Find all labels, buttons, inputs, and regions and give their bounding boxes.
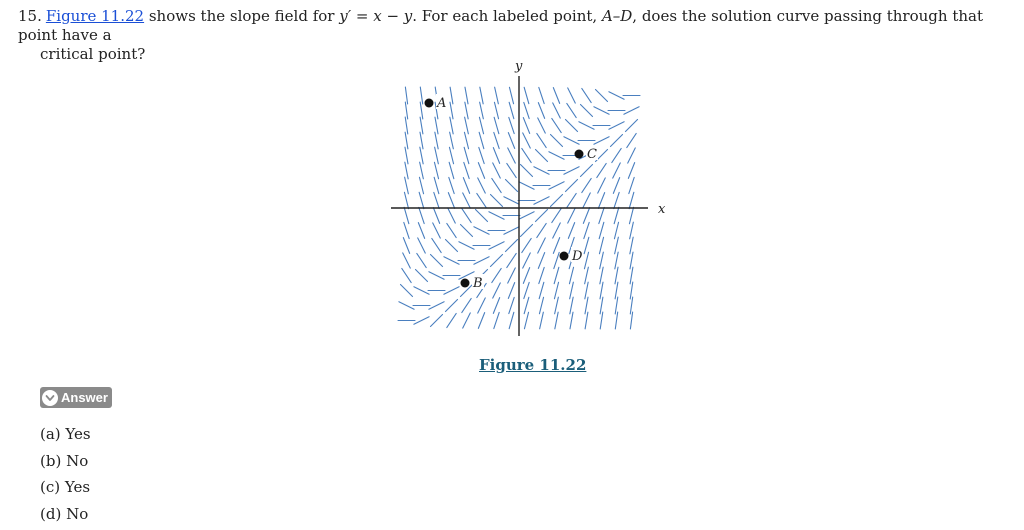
- slope-segment: [624, 107, 639, 115]
- slope-segment: [479, 117, 483, 134]
- slope-segment: [630, 312, 632, 329]
- slope-segment: [509, 297, 514, 313]
- slope-segment: [509, 87, 513, 104]
- slope-segment: [524, 312, 528, 329]
- slope-segment: [553, 88, 559, 104]
- slope-segment: [430, 314, 442, 326]
- slope-segment: [507, 253, 516, 267]
- slope-segment: [492, 268, 501, 282]
- slope-segment: [522, 148, 531, 162]
- slope-segment: [538, 238, 546, 253]
- slope-segment: [630, 297, 632, 314]
- slope-segment: [552, 208, 561, 222]
- slope-segment: [598, 178, 606, 193]
- slope-segment: [594, 107, 609, 115]
- slope-segment: [508, 148, 516, 163]
- slope-segment: [628, 148, 636, 163]
- slope-segment: [519, 212, 534, 220]
- slope-segment: [585, 282, 588, 299]
- slope-segment: [628, 163, 634, 179]
- slope-segment: [404, 192, 408, 209]
- slope-segment: [549, 152, 564, 160]
- slope-segment: [474, 257, 489, 265]
- slope-segment: [464, 132, 468, 149]
- slope-segment: [420, 147, 423, 164]
- slope-segment: [507, 163, 516, 177]
- slope-segment: [519, 182, 534, 190]
- slope-segment: [448, 208, 456, 223]
- slope-segment: [508, 133, 514, 149]
- slope-segment: [430, 254, 442, 266]
- slope-segment: [429, 302, 444, 310]
- slope-segment: [585, 267, 589, 284]
- slope-segment: [583, 193, 591, 208]
- slope-segment: [599, 237, 603, 254]
- slope-segment: [585, 312, 588, 329]
- slope-segment: [494, 117, 499, 133]
- slope-segment: [450, 132, 454, 149]
- slope-segment: [594, 137, 609, 145]
- slope-segment: [615, 312, 617, 329]
- slope-segment: [404, 222, 409, 238]
- slope-segment: [524, 87, 529, 103]
- slope-segment: [580, 164, 592, 176]
- slope-segment: [600, 297, 603, 314]
- slope-segment: [554, 267, 559, 283]
- figure-link[interactable]: Figure 11.22: [45, 7, 145, 25]
- slope-segment: [609, 92, 624, 100]
- slope-segment: [447, 223, 456, 237]
- slope-segment: [478, 313, 484, 329]
- slope-segment: [508, 283, 514, 299]
- slope-segment: [402, 268, 411, 282]
- slope-segment: [404, 207, 409, 223]
- slope-segment: [405, 132, 408, 149]
- slope-segment: [432, 238, 441, 252]
- slope-segment: [614, 207, 619, 223]
- slope-segment: [629, 192, 634, 208]
- slope-segment: [550, 194, 562, 206]
- slope-segment: [433, 208, 439, 224]
- slope-segment: [553, 223, 561, 238]
- slope-segment: [565, 179, 577, 191]
- slope-segment: [449, 147, 453, 164]
- slope-segment: [568, 223, 574, 239]
- slope-segment: [450, 117, 453, 134]
- slope-segment: [418, 238, 426, 253]
- slope-segment: [505, 239, 517, 251]
- slope-segment: [537, 223, 546, 237]
- slope-segment: [479, 132, 484, 148]
- equation: y′ = x − y: [339, 7, 413, 25]
- answer-item-b: (b) No: [40, 451, 89, 470]
- point-c: [575, 150, 584, 159]
- slope-segment: [464, 162, 469, 178]
- slope-segment: [538, 253, 544, 269]
- slope-segment: [553, 238, 559, 254]
- slope-segment: [520, 224, 532, 236]
- slope-segment: [630, 267, 633, 284]
- slope-segment: [444, 287, 459, 295]
- slope-segment: [523, 133, 531, 148]
- slope-segment: [582, 178, 591, 192]
- slope-segment: [524, 297, 529, 313]
- slope-segment: [567, 103, 576, 117]
- slope-segment: [535, 149, 547, 161]
- slope-segment: [570, 297, 573, 314]
- slope-segment: [463, 193, 471, 208]
- slope-segment: [494, 312, 499, 328]
- slope-segment: [405, 147, 408, 164]
- slope-segment: [615, 252, 618, 269]
- slope-segment: [493, 283, 501, 298]
- points-range: A–D: [601, 7, 633, 25]
- slope-segment: [630, 222, 634, 239]
- slope-segment: [509, 312, 514, 328]
- slope-segment: [405, 162, 408, 179]
- slope-segment: [552, 118, 561, 132]
- chevron-down-icon: [42, 390, 58, 406]
- slope-segment: [490, 254, 502, 266]
- slope-segment: [539, 297, 543, 314]
- slope-segment: [568, 208, 576, 223]
- point-label-a: A: [437, 96, 447, 111]
- slope-segment: [534, 167, 549, 175]
- slope-segment: [464, 147, 469, 163]
- slope-segment: [435, 147, 439, 164]
- slope-segment: [479, 147, 484, 163]
- slope-segment: [614, 222, 618, 239]
- point-label-c: C: [587, 147, 597, 162]
- slope-segment: [584, 252, 588, 269]
- slope-segment: [399, 302, 414, 310]
- question-text-part3: , does the solution curve passing through that point have a: [18, 7, 983, 44]
- slope-segment: [505, 179, 517, 191]
- slope-segment: [494, 132, 499, 148]
- slope-segment: [403, 253, 411, 268]
- slope-segment: [493, 148, 499, 164]
- slope-segment: [555, 297, 559, 314]
- slope-segment: [465, 87, 468, 104]
- slope-segment: [612, 148, 621, 162]
- slope-segment: [540, 312, 544, 329]
- slope-segment: [414, 287, 429, 295]
- slope-segment: [600, 312, 603, 329]
- slope-segment: [435, 132, 438, 149]
- slope-segment: [504, 227, 519, 235]
- answer-toggle-button[interactable]: [40, 387, 112, 408]
- slope-segment: [449, 177, 454, 193]
- slope-segment: [494, 102, 498, 119]
- slope-segment: [434, 162, 438, 179]
- slope-segment: [538, 118, 546, 133]
- slope-segment: [419, 207, 424, 223]
- slope-segment: [462, 208, 471, 222]
- slope-segment: [478, 298, 486, 313]
- slope-segment: [554, 282, 558, 299]
- slope-segment: [493, 298, 499, 314]
- slope-segment: [615, 282, 618, 299]
- slope-segment: [595, 89, 607, 101]
- slope-segment: [465, 102, 468, 119]
- slope-segment: [477, 193, 486, 207]
- slope-segment: [462, 298, 471, 312]
- slope-segment: [400, 284, 412, 296]
- slope-segment: [495, 87, 499, 104]
- slope-segment: [614, 192, 619, 208]
- slope-segment: [419, 177, 423, 194]
- slope-segment: [475, 209, 487, 221]
- point-a: [425, 99, 434, 108]
- slope-segment: [520, 164, 532, 176]
- slope-segment: [478, 163, 484, 179]
- slope-segment: [444, 257, 459, 265]
- slope-segment: [600, 282, 603, 299]
- slope-segment: [414, 317, 429, 325]
- slope-segment: [537, 133, 546, 147]
- slope-segment: [535, 209, 547, 221]
- slope-segment: [463, 178, 469, 194]
- slope-segment: [584, 222, 589, 238]
- slope-segment: [585, 297, 588, 314]
- slope-segment: [449, 162, 454, 178]
- slope-segment: [539, 267, 544, 283]
- slope-segment: [570, 282, 574, 299]
- slope-segment: [490, 194, 502, 206]
- slope-segment: [599, 207, 604, 223]
- slope-segment: [405, 177, 409, 194]
- slope-field-plot: [386, 56, 676, 346]
- slope-segment: [419, 192, 424, 208]
- slope-segment: [629, 207, 633, 224]
- slope-segment: [418, 223, 424, 239]
- slope-segment: [549, 182, 564, 190]
- slope-segment: [450, 102, 453, 119]
- slope-segment: [493, 163, 501, 178]
- slope-segment: [445, 299, 457, 311]
- slope-segment: [492, 178, 501, 192]
- question-text-part2: . For each labeled point,: [412, 7, 602, 25]
- answer-list: [40, 421, 91, 527]
- question-number: 15.: [18, 7, 42, 25]
- slope-segment: [524, 102, 529, 118]
- slope-segment: [564, 137, 579, 145]
- slope-segment: [448, 193, 454, 209]
- slope-segment: [489, 242, 504, 250]
- y-axis-label: y: [515, 59, 523, 74]
- slope-segment: [584, 237, 589, 253]
- slope-segment: [474, 227, 489, 235]
- slope-segment: [445, 239, 457, 251]
- slope-segment: [509, 117, 514, 133]
- slope-segment: [429, 272, 444, 280]
- slope-segment: [568, 88, 576, 103]
- slope-segment: [434, 177, 439, 193]
- slope-segment: [630, 252, 633, 269]
- slope-segment: [534, 197, 549, 205]
- slope-segment: [450, 87, 453, 104]
- slope-segment: [459, 242, 474, 250]
- slope-segment: [625, 119, 637, 131]
- slope-segment: [597, 163, 606, 177]
- slope-segment: [504, 197, 519, 205]
- slope-segment: [420, 132, 423, 149]
- slope-segment: [459, 272, 474, 280]
- slope-segment: [567, 193, 576, 207]
- question-text-part1: shows the slope field for: [144, 7, 340, 25]
- slope-segment: [554, 252, 559, 268]
- slope-segment: [420, 162, 424, 179]
- slope-segment: [523, 268, 529, 284]
- slope-segment: [420, 117, 423, 134]
- slope-segment: [553, 103, 561, 118]
- slope-segment: [600, 252, 604, 269]
- point-label-d: D: [572, 249, 583, 264]
- slope-segment: [569, 267, 573, 284]
- slope-segment: [599, 222, 604, 238]
- slope-segment: [522, 238, 531, 252]
- slope-segment: [550, 134, 562, 146]
- slope-segment: [420, 102, 423, 119]
- point-b: [461, 279, 470, 288]
- slope-segment: [524, 282, 529, 298]
- answer-item-d: (d) No: [40, 504, 89, 523]
- slope-segment: [539, 87, 544, 103]
- slope-segment: [435, 117, 438, 134]
- slope-segment: [420, 87, 422, 104]
- slope-segment: [508, 268, 516, 283]
- slope-segment: [555, 312, 558, 329]
- slope-segment: [489, 212, 504, 220]
- slope-segment: [405, 102, 407, 119]
- slope-segment: [509, 102, 514, 118]
- slope-segment: [463, 313, 471, 328]
- question-text-line2: critical point?: [40, 45, 146, 63]
- slope-segment: [613, 163, 621, 178]
- x-axis-label: x: [658, 202, 666, 217]
- slope-segment: [405, 117, 408, 134]
- slope-segment: [434, 192, 439, 208]
- figure-caption[interactable]: Figure 11.22: [479, 356, 587, 374]
- answer-item-c: (c) Yes: [40, 478, 91, 496]
- slope-segment: [465, 117, 469, 134]
- slope-segment: [610, 134, 622, 146]
- answer-button-label: Answer: [61, 390, 108, 405]
- slope-segment: [480, 87, 483, 104]
- slope-segment: [417, 253, 426, 267]
- slope-segment: [565, 119, 577, 131]
- slope-segment: [579, 122, 594, 130]
- slope-segment: [615, 267, 618, 284]
- slope-segment: [403, 238, 409, 254]
- slope-segment: [582, 88, 591, 102]
- slope-segment: [415, 269, 427, 281]
- answer-item-a: (a) Yes: [40, 425, 91, 443]
- slope-segment: [580, 104, 592, 116]
- slope-segment: [523, 253, 531, 268]
- point-label-b: B: [473, 276, 483, 291]
- slope-segment: [598, 193, 604, 209]
- slope-segment: [630, 282, 633, 299]
- slope-segment: [480, 102, 484, 119]
- slope-segment: [447, 313, 456, 327]
- slope-segment: [627, 133, 636, 147]
- slope-segment: [539, 282, 544, 298]
- slope-field-figure: [386, 56, 676, 346]
- slope-segment: [405, 87, 407, 104]
- slope-segment: [523, 118, 529, 134]
- slope-segment: [583, 208, 589, 224]
- slope-segment: [629, 177, 634, 193]
- slope-segment: [613, 178, 619, 194]
- slope-segment: [615, 237, 619, 254]
- slope-segment: [630, 237, 633, 254]
- slope-segment: [460, 224, 472, 236]
- slope-segment: [600, 267, 603, 284]
- slope-segment: [570, 312, 573, 329]
- slope-segment: [609, 122, 624, 130]
- slope-segment: [433, 223, 441, 238]
- slope-segment: [564, 167, 579, 175]
- slope-segment: [478, 178, 486, 193]
- point-d: [560, 252, 569, 261]
- slope-segment: [538, 103, 544, 119]
- slope-segment: [615, 297, 618, 314]
